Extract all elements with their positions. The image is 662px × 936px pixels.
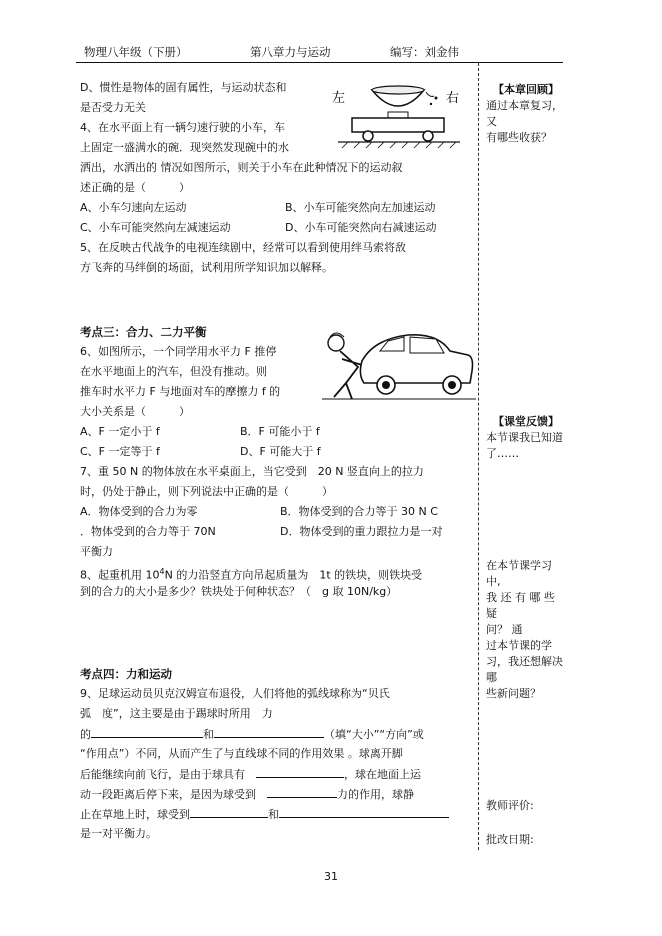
column-divider	[478, 63, 479, 850]
fill-line	[80, 724, 474, 744]
option-c: ．物体受到的合力等于 70N	[80, 525, 216, 538]
section-heading: 考点四：力和运动	[80, 667, 172, 681]
text-span: 的	[80, 728, 91, 741]
text-line: 方飞奔的马绊倒的场面，试利用所学知识加以解释。	[80, 261, 333, 274]
text-span: ，球在地面上运	[344, 768, 421, 781]
option-a: A、F 一定小于 f	[80, 425, 160, 438]
text-span: 动一段距离后停下来，是因为球受到	[80, 788, 256, 801]
text-line: 是一对平衡力。	[80, 827, 157, 840]
text-span: 后能继续向前飞行，是由于球具有	[80, 768, 245, 781]
review-text: 通过本章复习，又	[486, 99, 563, 128]
option-c: C、F 一定等于 f	[80, 445, 160, 458]
question-6-stem: 6、如图所示，一个同学用水平力 F 推停	[80, 345, 277, 358]
header-rule	[76, 62, 563, 63]
review-title: 【本章回顾】	[493, 83, 559, 96]
text-span: （填“大小”“方向”或	[324, 728, 424, 741]
answer-blank[interactable]	[91, 724, 203, 738]
question-prompt: 我 还 有 哪 些 疑	[486, 591, 555, 620]
feedback-text: 本节课我已知道	[486, 431, 563, 444]
text-line: 到的合力的大小是多少？铁块处于何种状态？（ g 取 10N/kg）	[80, 585, 398, 598]
grade-date-label: 批改日期:	[486, 833, 534, 846]
text-line: 时，仍处于静止，则下列说法中正确的是（ ）	[80, 485, 333, 498]
figure-right-label: 右	[446, 91, 460, 106]
review-text: 有哪些收获？	[486, 131, 552, 144]
text-span: 止在草地上时，球受到	[80, 808, 190, 821]
option-row	[80, 218, 474, 238]
feedback-title: 【课堂反馈】	[493, 415, 559, 428]
text-line: 推车时水平力 F 与地面对车的摩擦力 f 的	[80, 385, 281, 398]
question-prompt: 过本节课的学	[486, 639, 552, 652]
option-a: A．物体受到的合力为零	[80, 505, 198, 518]
header-grade: 物理八年级（下册）	[84, 45, 188, 59]
option-d: D．物体受到的重力跟拉力是一对	[280, 525, 443, 538]
page-number: 31	[324, 870, 338, 883]
header-chapter: 第八章力与运动	[250, 45, 331, 59]
question-4-stem: 4、在水平面上有一辆匀速行驶的小车，车	[80, 121, 285, 134]
text-span: 和	[203, 728, 214, 741]
text-line: “作用点”）不同，从而产生了与直线球不同的作用效果 。球离开脚	[80, 747, 403, 760]
text-line: 平衡力	[80, 545, 113, 558]
answer-blank[interactable]	[190, 804, 268, 818]
q8-pre: 8、起重机用 10	[80, 568, 160, 582]
text-line: 洒出，水洒出的 情况如图所示，则关于小车在此种情况下的运动叙	[80, 161, 403, 174]
question-8-stem	[80, 562, 474, 582]
text-span: 力的作用，球静	[337, 788, 414, 801]
text-line: 弧 度”，这主要是由于踢球时所用 力	[80, 707, 273, 720]
figure-left-label: 左	[332, 91, 346, 106]
answer-blank[interactable]	[267, 784, 337, 798]
sidebar-questions	[486, 558, 566, 702]
option-row	[80, 422, 474, 442]
option-row	[80, 442, 474, 462]
question-9-stem: 9、足球运动员贝克汉姆宣布退役，人们将他的弧线球称为“贝氏	[80, 687, 390, 700]
text-span: 和	[268, 808, 279, 821]
option-row	[80, 522, 474, 542]
q8-post: N 的力沿竖直方向吊起质量为 1t 的铁块，则铁块受	[164, 568, 423, 582]
header-author: 编写：刘金伟	[390, 45, 459, 59]
question-prompt: 些新问题？	[486, 687, 541, 700]
question-prompt: 习，我还想解决哪	[486, 655, 563, 684]
section-4	[80, 664, 474, 844]
fill-line	[80, 764, 474, 784]
question-prompt: 在本节课学习中,	[486, 559, 552, 588]
option-d: D、小车可能突然向右减速运动	[285, 221, 437, 234]
section-heading: 考点三：合力、二力平衡	[80, 325, 207, 339]
q8-exponent: 4	[159, 567, 165, 576]
text-line: 上固定一盛满水的碗．现突然发现碗中的水	[80, 141, 289, 154]
sidebar-feedback	[486, 414, 566, 462]
option-b: B、小车可能突然向左加速运动	[285, 201, 436, 214]
option-row	[80, 502, 474, 522]
section-3	[80, 322, 474, 602]
option-a: A、小车匀速向左运动	[80, 201, 187, 214]
main-content	[80, 78, 474, 278]
option-b: B．F 可能小于 f	[240, 425, 320, 438]
question-prompt: 问？ 通	[486, 623, 523, 636]
option-d: D、F 可能大于 f	[240, 445, 321, 458]
text-line: D、惯性是物体的固有属性，与运动状态和	[80, 81, 287, 94]
fill-line	[80, 804, 474, 824]
question-5-stem: 5、在反映古代战争的电视连续剧中，经常可以看到使用绊马索将敌	[80, 241, 406, 254]
text-line: 述正确的是（ ）	[80, 181, 190, 194]
question-7-stem: 7、重 50 N 的物体放在水平桌面上，当它受到 20 N 竖直向上的拉力	[80, 465, 424, 478]
answer-blank[interactable]	[279, 804, 449, 818]
fill-line	[80, 784, 474, 804]
option-row	[80, 198, 474, 218]
answer-blank[interactable]	[256, 764, 344, 778]
text-line: 在水平地面上的汽车，但没有推动。则	[80, 365, 267, 378]
feedback-text: 了……	[486, 447, 519, 460]
answer-blank[interactable]	[214, 724, 324, 738]
text-line: 是否受力无关	[80, 101, 146, 114]
sidebar-review	[486, 82, 566, 146]
teacher-eval-label: 教师评价:	[486, 799, 534, 812]
text-line: 大小关系是（ ）	[80, 405, 190, 418]
option-b: B．物体受到的合力等于 30 N C	[280, 505, 438, 518]
option-c: C、小车可能突然向左减速运动	[80, 221, 231, 234]
